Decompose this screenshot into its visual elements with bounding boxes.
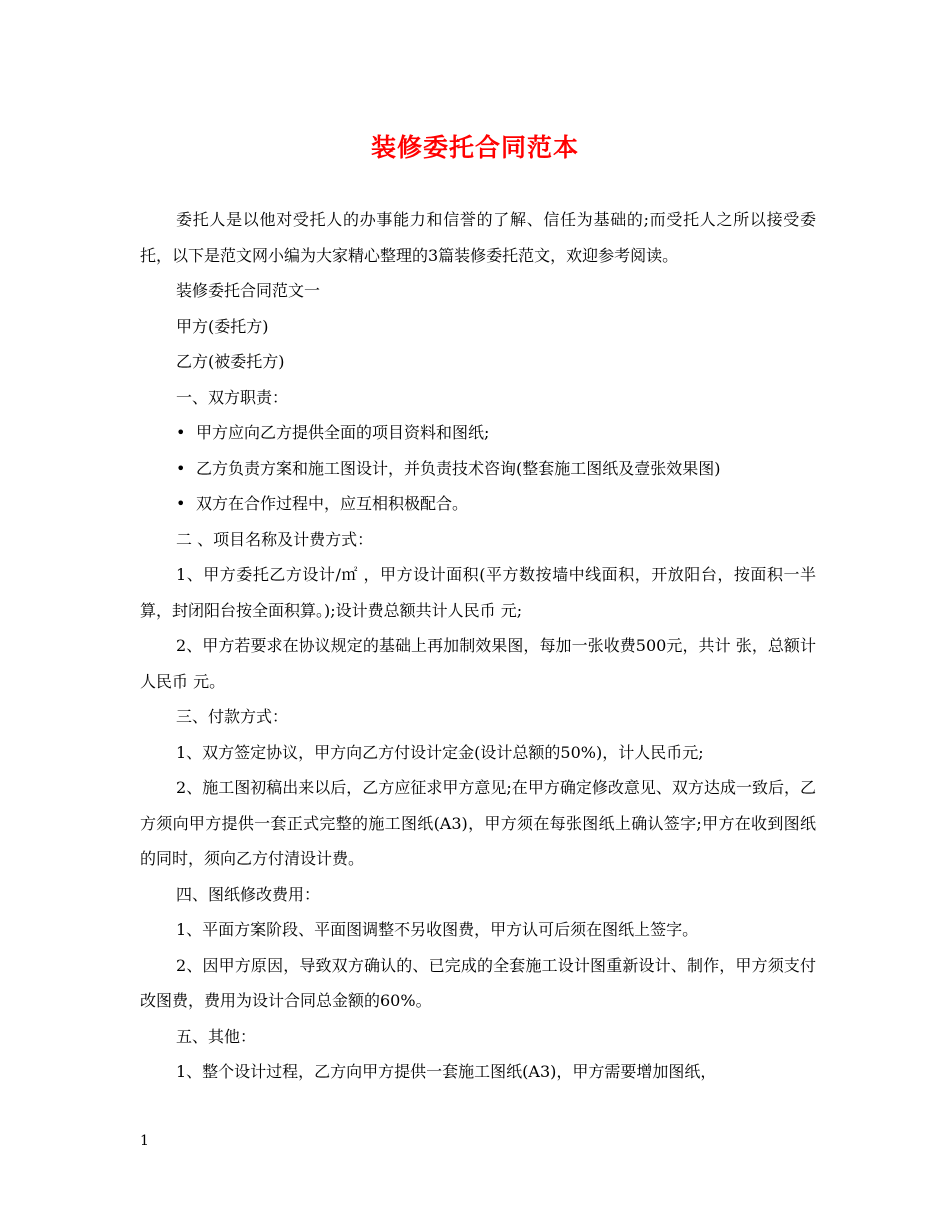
bullet-text: 双方在合作过程中，应互相积极配合。 (196, 494, 469, 513)
document-body (140, 202, 816, 1090)
bullet-icon: • (176, 423, 186, 442)
party-b-label: 乙方(被委托方) (176, 352, 285, 371)
section-5-heading: 五、其他： (176, 1026, 257, 1046)
page-number: 1 (140, 1133, 149, 1149)
section-4-item: 1、平面方案阶段、平面图调整不另收图费，甲方认可后须在图纸上签字。 (176, 920, 699, 939)
section-1-bullet (140, 486, 816, 522)
section-3-item: 2、施工图初稿出来以后，乙方应征求甲方意见;在甲方确定修改意见、双方达成一致后，乙方须向甲方提供一套正式完整的施工图纸(A3)，甲方须在每张图纸上确认签字;甲方在收到图纸的同时，须向乙方付清设计费。 (140, 778, 816, 868)
section-3-heading: 三、付款方式： (176, 707, 289, 726)
section-1-bullet (140, 415, 816, 451)
section-1-bullet (140, 451, 816, 487)
intro-paragraph: 委托人是以他对受托人的办事能力和信誉的了解、信任为基础的;而受托人之所以接受委托，以下是范文网小编为大家精心整理的3篇装修委托范文，欢迎参考阅读。 (140, 210, 816, 265)
section-2-item: 2、甲方若要求在协议规定的基础上再加制效果图，每加一张收费500元，共计 张，总额计人民币 元。 (140, 636, 816, 691)
section-4-item: 2、因甲方原因，导致双方确认的、已完成的全套施工设计图重新设计、制作，甲方须支付改图费，费用为设计合同总金额的60%。 (140, 955, 816, 1010)
section-4-heading: 四、图纸修改费用： (176, 884, 321, 904)
bullet-icon: • (176, 494, 186, 513)
section-3-item: 1、双方签定协议，甲方向乙方付设计定金(设计总额的50%)，计人民币元; (176, 742, 704, 762)
bullet-text: 甲方应向乙方提供全面的项目资料和图纸; (196, 423, 490, 442)
document-title: 装修委托合同范本 (370, 133, 579, 162)
contract-subtitle: 装修委托合同范文一 (176, 281, 321, 300)
bullet-text: 乙方负责方案和施工图设计，并负责技术咨询(整套施工图纸及壹张效果图) (196, 458, 721, 478)
section-2-heading: 二 、项目名称及计费方式： (176, 529, 374, 549)
section-2-item: 1、甲方委托乙方设计/㎡ ，甲方设计面积(平方数按墙中线面积，开放阳台，按面积一半算，封闭阳台按全面积算。);设计费总额共计人民币 元; (140, 565, 816, 620)
section-1-heading: 一、双方职责： (176, 387, 289, 407)
party-a-label: 甲方(委托方) (176, 316, 269, 336)
bullet-icon: • (176, 458, 186, 478)
section-5-item: 1、整个设计过程，乙方向甲方提供一套施工图纸(A3)，甲方需要增加图纸， (176, 1062, 717, 1081)
